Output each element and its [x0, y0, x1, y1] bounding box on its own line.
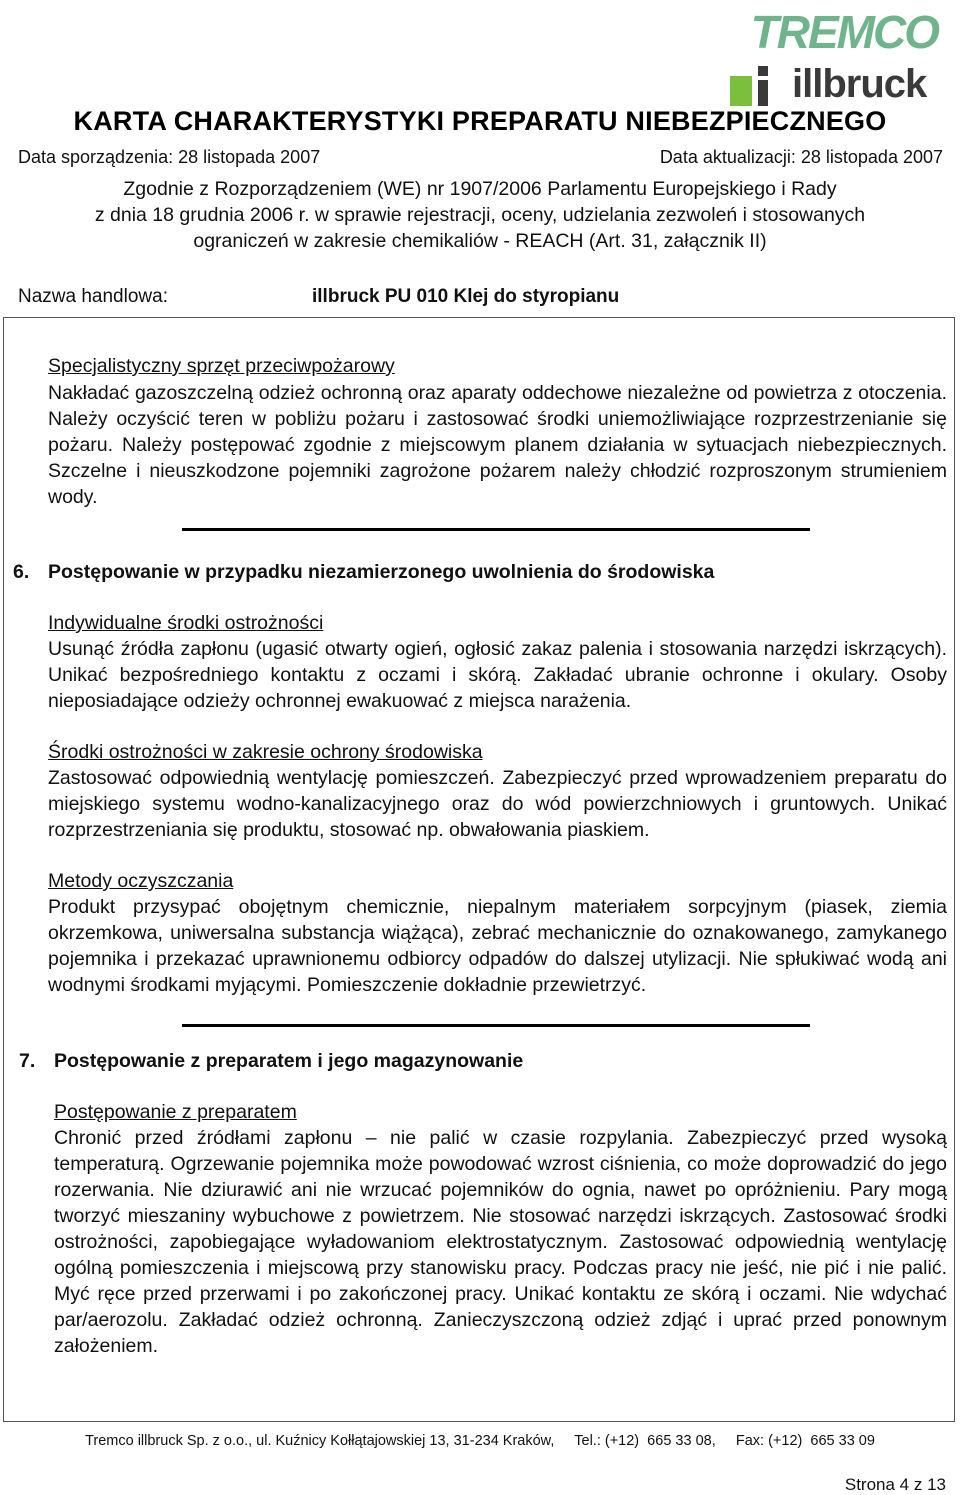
personal-precautions-text: Usunąć źródła zapłonu (ugasić otwarty ogień, ogłosić zakaz palenia i stosowania narzędzi iskrzących). Unikać bezpośredniego kontaktu z oczami i skórą. Zakładać ubranie ochronne i okulary. Osoby nieposiadające odzieży ochronnej ewakuować z miejsca narażenia. — [48, 638, 947, 712]
fire-equipment-text: Nakładać gazoszczelną odzież ochronną oraz aparaty oddechowe niezależne od powietrza z otoczenia. Należy oczyścić teren w pobliżu pożaru i zastosować środki uniemożliwiające rozprzestrzenianie się pożaru. Należy postępować zgodnie z miejscowym planem działania w sytuacjach niebezpiecznych. Szczelne i nieuszkodzone pojemniki zagrożone pożarem należy chłodzić rozproszonym strumieniem wody. — [48, 382, 947, 508]
update-date: Data aktualizacji: 28 listopada 2007 — [659, 147, 943, 167]
company-logo — [722, 6, 944, 106]
document-title: KARTA CHARAKTERYSTYKI PREPARATU NIEBEZPIECZNEGO — [73, 106, 887, 136]
section-7-title: Postępowanie z preparatem i jego magazynowanie — [54, 1050, 524, 1072]
logo-tremco-text: TREMCO — [750, 6, 938, 58]
cleanup-methods-heading: Metody oczyszczania — [48, 870, 234, 892]
regulation-line: ograniczeń w zakresie chemikaliów - REACH (Art. 31, załącznik II) — [193, 230, 767, 252]
handling-heading: Postępowanie z preparatem — [54, 1101, 297, 1123]
cleanup-methods-text: Produkt przysypać obojętnym chemicznie, niepalnym materiałem sorpcyjnym (piasek, ziemia okrzemkowa, uniwersalna substancja wiążąca), zebrać mechanicznie do oznakowanego, zamykanego pojemnika i przekazać uprawnionemu odbiorcy odpadów do dalszej utylizacji. Nie spłukiwać wodą ani wodnymi środkami myjącymi. Pomieszczenie dokładnie przewietrzyć. — [48, 896, 947, 996]
footer-address: Tremco illbruck Sp. z o.o., ul. Kuźnicy Kołłątajowskiej 13, 31-234 Kraków, Tel.: (+12) 665 33 08, Fax: (+12) 665 33 09 — [85, 1433, 875, 1449]
regulation-reference — [30, 176, 930, 254]
regulation-line: Zgodnie z Rozporządzeniem (WE) nr 1907/2006 Parlamentu Europejskiego i Rady — [123, 178, 837, 200]
personal-precautions-heading: Indywidualne środki ostrożności — [48, 612, 324, 634]
trade-name-value: illbruck PU 010 Klej do styropianu — [312, 286, 620, 307]
handling-text: Chronić przed źródłami zapłonu – nie palić w czasie rozpylania. Zabezpieczyć przed wysoką temperaturą. Ogrzewanie pojemnika może powodować wzrost ciśnienia, co może doprowadzić do jego rozerwania. Nie dziurawić ani nie wrzucać pojemników do ognia, nawet po opróżnieniu. Pary mogą tworzyć mieszaniny wybuchowe z powietrzem. Nie stosować narzędzi iskrzących. Zastosować środki ostrożności, zapobiegające wyładowaniom elektrostatycznym. Zastosować odpowiednią wentylację ogólną pomieszczenia i miejscową przy stanowisku pracy. Podczas pracy nie jeść, nie pić i nie palić. Myć ręce przed przerwami i po zakończonej pracy. Unikać kontaktu ze skórą i oczami. Nie wdychać par/aerozolu. Zakładać odzież ochronną. Zanieczyszczoną odzież zdjąć i uprać przed ponownym założeniem. — [54, 1127, 947, 1357]
section-6-number: 6. — [13, 561, 30, 583]
creation-date: Data sporządzenia: 28 listopada 2007 — [18, 147, 321, 167]
regulation-line: z dnia 18 grudnia 2006 r. w sprawie rejestracji, oceny, udzielania zezwoleń i stosowanych — [94, 204, 866, 226]
logo-illbruck-text: illbruck — [792, 62, 927, 106]
logo-mark-icon — [730, 66, 782, 106]
environment-precautions-text: Zastosować odpowiednią wentylację pomieszczeń. Zabezpieczyć przed wprowadzeniem preparatu do miejskiego systemu wodno-kanalizacyjnego oraz do wód powierzchniowych i gruntowych. Unikać rozprzestrzeniania się produktu, stosować np. obwałowania piaskiem. — [48, 767, 947, 841]
page-number: Strona 4 z 13 — [844, 1475, 946, 1494]
section-6-title: Postępowanie w przypadku niezamierzonego uwolnienia do środowiska — [48, 561, 715, 583]
section-7-number: 7. — [19, 1050, 36, 1072]
section-divider — [182, 1024, 810, 1027]
trade-name-label: Nazwa handlowa: — [18, 286, 168, 307]
section-divider — [182, 528, 810, 531]
fire-equipment-heading: Specjalistyczny sprzęt przeciwpożarowy — [48, 355, 395, 377]
environment-precautions-heading: Środki ostrożności w zakresie ochrony środowiska — [48, 741, 483, 763]
